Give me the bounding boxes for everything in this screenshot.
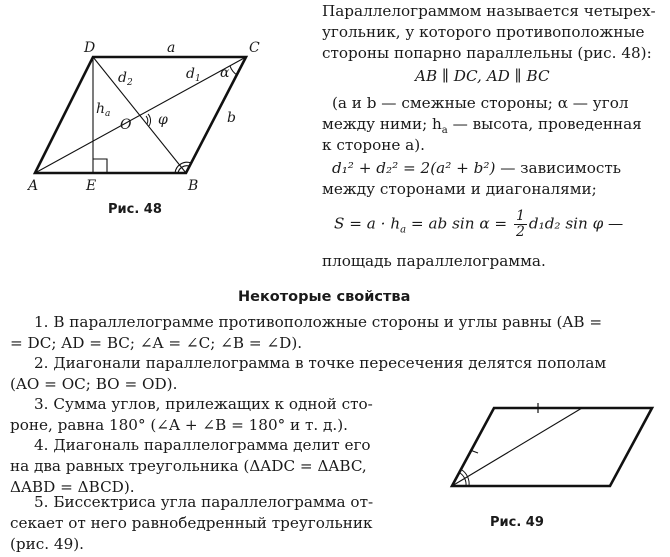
figure-48-caption: Рис. 48 xyxy=(108,202,162,217)
property-3: 3. Сумма углов, прилежащих к одной сто- роне, равна 180° (∠A + ∠B = 180° и т. д.). xyxy=(10,395,373,434)
side-label-a: a xyxy=(167,40,176,56)
definition-block xyxy=(322,1,662,64)
legend-block xyxy=(322,93,662,156)
parallelogram-outline-49 xyxy=(452,408,652,486)
property-5: 5. Биссектриса угла параллелограмма от- секает от него равнобедренный треугольник (рис. 49). xyxy=(10,493,374,553)
angle-alpha-arc xyxy=(230,66,237,75)
legend-line-2: между ними; $h_a$ — высота, проведенная xyxy=(322,115,642,137)
diagonal-label-d1: $d_1$ xyxy=(186,66,201,84)
definition-line-3: стороны попарно параллельны (рис. 48): xyxy=(322,44,652,62)
diagonal-formula: d₁² + d₂² = 2(a² + b²) xyxy=(332,159,496,177)
figure-48-parallelogram xyxy=(0,30,300,190)
vertex-label-e: E xyxy=(86,178,97,190)
property-1: 1. В параллелограмме противоположные стороны и углы равны (AB = = DC; AD = BC; ∠A = ∠C; ∠B = ∠D). xyxy=(10,313,603,352)
property-4: 4. Диагональ параллелограмма делит его на два равных треугольника (ΔADC = ΔABC, ΔABD = ΔBCD). xyxy=(10,436,371,496)
definition-line-2: угольник, у которого противоположные xyxy=(322,23,645,41)
angle-label-alpha: α xyxy=(220,65,230,81)
area-formula: $S = a \cdot h_a$ = ab sin α = $\frac{1}{2}$ d₁d₂ sin φ — xyxy=(334,208,624,240)
right-angle-mark xyxy=(93,159,107,173)
vertex-label-d: D xyxy=(84,40,96,56)
properties-title: Некоторые свойства xyxy=(238,289,411,305)
diagonal-relation-line-2: между сторонами и диагоналями; xyxy=(322,180,597,198)
vertex-label-a: A xyxy=(28,178,39,190)
diagonal-relation: d₁² + d₂² = 2(a² + b²) — зависимость между сторонами и диагоналями; xyxy=(332,158,664,200)
bisector-line xyxy=(452,408,582,486)
figure-49-caption: Рис. 49 xyxy=(490,515,544,530)
figure-49-parallelogram xyxy=(440,398,665,493)
legend-line-3: к стороне a). xyxy=(322,136,425,154)
diagonal-label-d2: $d_2$ xyxy=(118,70,133,88)
diagonal-d1 xyxy=(35,57,246,173)
area-text: площадь параллелограмма. xyxy=(322,252,546,270)
vertex-label-b: B xyxy=(188,178,199,190)
legend-line-1: (a и b — смежные стороны; α — угол xyxy=(332,94,629,112)
vertex-label-c: C xyxy=(249,40,260,56)
parallel-formula: AB ∥ DC, AD ∥ BC xyxy=(415,67,550,85)
center-label-o: O xyxy=(120,117,132,133)
angle-label-phi: φ xyxy=(158,112,168,128)
side-label-b: b xyxy=(227,110,236,126)
definition-line-1: Параллелограммом называется четырех- xyxy=(322,2,656,20)
fraction-one-half: $\frac{1}{2}$ xyxy=(515,208,525,240)
property-2: 2. Диагонали параллелограмма в точке пересечения делятся пополам (AO = OC; BO = OD). xyxy=(10,354,607,393)
height-label-ha: $h_a$ xyxy=(96,101,111,119)
